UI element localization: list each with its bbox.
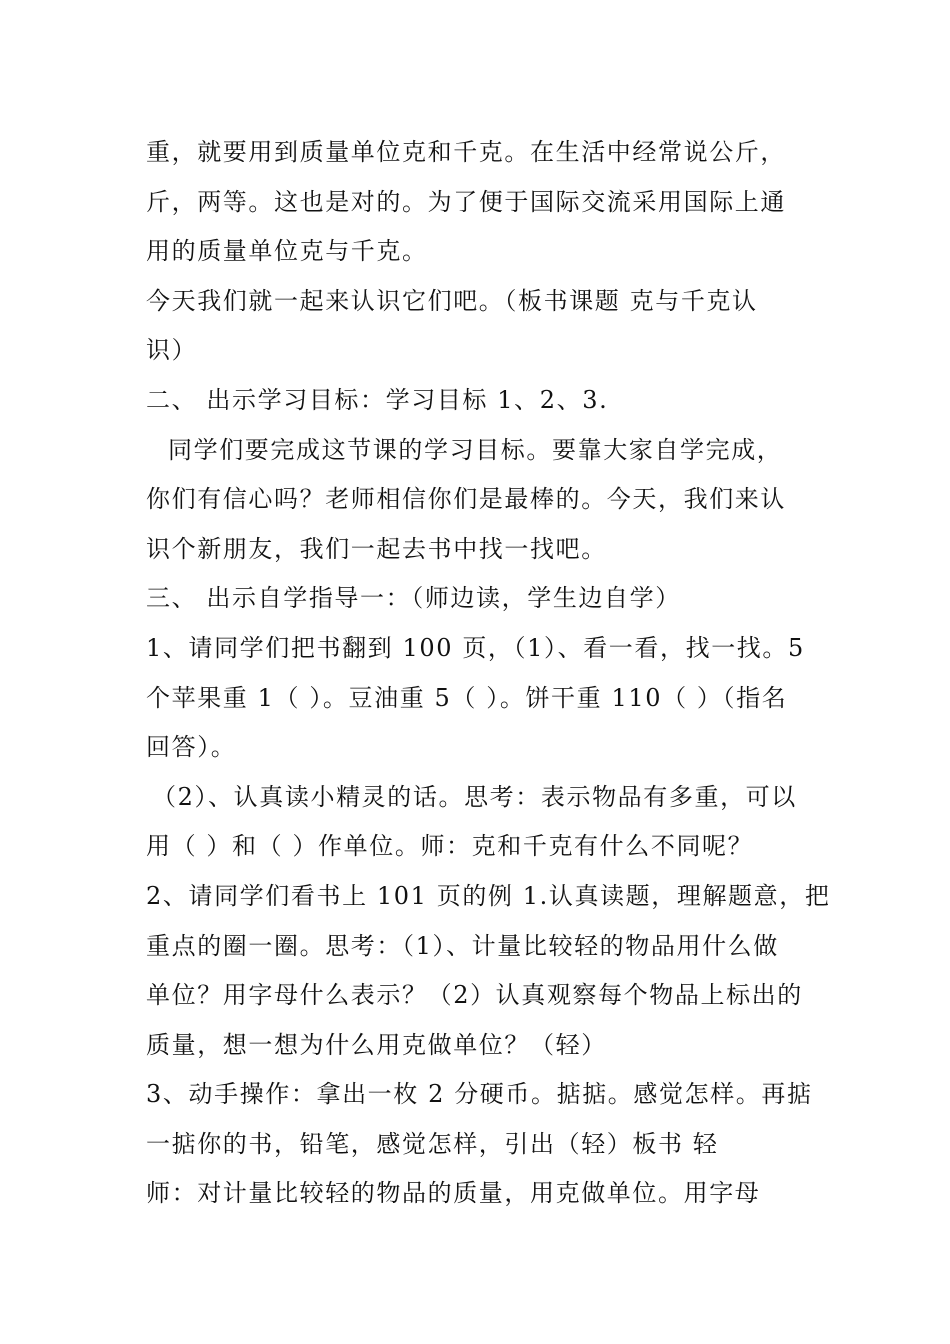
text-line-4: 今天我们就一起来认识它们吧。（板书课题 克与千克认 <box>146 286 758 315</box>
text-line-9: 识个新朋友，我们一起去书中找一找吧。 <box>146 534 607 563</box>
text-line-2: 斤，两等。这也是对的。为了便于国际交流采用国际上通 <box>146 187 786 216</box>
text-line-13: 回答）。 <box>146 733 237 762</box>
section-heading-three: 三、 出示自学指导一：（师边读，学生边自学） <box>146 584 681 613</box>
text-line-21: 一掂你的书，铅笔，感觉怎样，引出（轻）板书 轻 <box>146 1129 719 1158</box>
text-line-16: 2、请同学们看书上 101 页的例 1.认真读题，理解题意，把 <box>146 881 831 910</box>
text-line-11: 1、请同学们把书翻到 100 页，（1）、看一看，找一找。5 <box>146 633 805 662</box>
text-line-17: 重点的圈一圈。思考：（1）、计量比较轻的物品用什么做 <box>146 931 779 960</box>
text-line-22: 师：对计量比较轻的物品的质量，用克做单位。用字母 <box>146 1179 761 1208</box>
text-line-5: 识） <box>146 336 198 365</box>
text-line-15: 用（ ）和（ ）作单位。师：克和千克有什么不同呢？ <box>146 832 754 861</box>
text-line-1: 重，就要用到质量单位克和千克。在生活中经常说公斤， <box>146 138 786 166</box>
text-line-3: 用的质量单位克与千克。 <box>146 237 428 266</box>
text-line-18: 单位？用字母什么表示？（2）认真观察每个物品上标出的 <box>146 981 803 1010</box>
text-line-20: 3、动手操作：拿出一枚 2 分硬币。掂掂。感觉怎样。再掂 <box>146 1080 813 1109</box>
text-line-8: 你们有信心吗？老师相信你们是最棒的。今天，我们来认 <box>146 485 786 514</box>
text-line-19: 质量，想一想为什么用克做单位？（轻） <box>146 1030 607 1059</box>
section-heading-two: 二、 出示学习目标：学习目标 1、2、3. <box>146 385 609 414</box>
text-line-14: （2）、认真读小精灵的话。思考：表示物品有多重，可以 <box>152 782 797 811</box>
document-body <box>146 128 831 1219</box>
text-line-7: 同学们要完成这节课的学习目标。要靠大家自学完成， <box>168 435 783 464</box>
text-line-12: 个苹果重 1（ ）。豆油重 5（ ）。饼干重 110（ ）（指名 <box>146 683 788 712</box>
